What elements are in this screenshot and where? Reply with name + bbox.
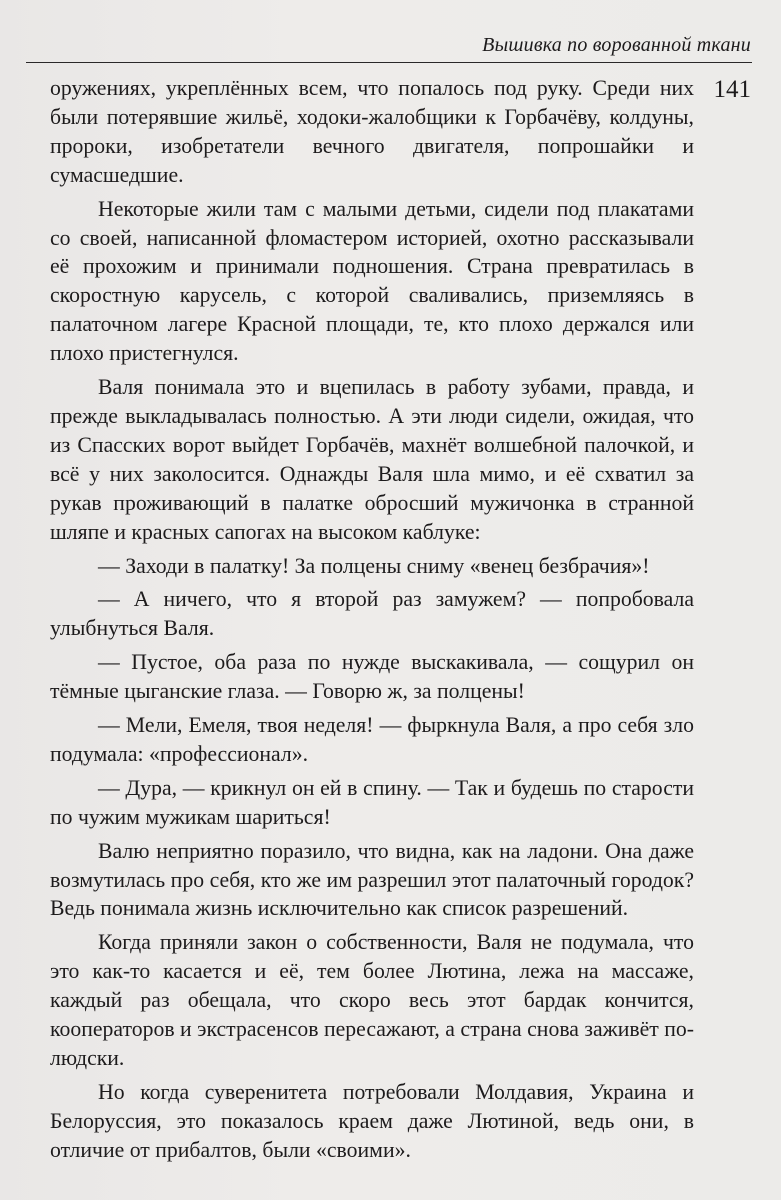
header-rule xyxy=(26,62,752,63)
dialogue-line: — А ничего, что я второй раз замужем? — попробовала улыбнуться Валя. xyxy=(50,587,694,641)
running-head: Вышивка по ворованной ткани xyxy=(482,34,751,56)
dialogue-line: — Заходи в палатку! За полцены сниму «венец безбрачия»! xyxy=(98,553,650,578)
dialogue-line: — Мели, Емеля, твоя неделя! — фыркнула Валя, а про себя зло подумала: «профессионал». xyxy=(50,713,694,766)
paragraph: Валю неприятно поразило, что видна, как на ладони. Она даже возмутилась про себя, кто же им разрешил этот палаточный городок? Ведь понимала жизнь исключительно как список разрешений. xyxy=(50,838,694,921)
paragraph: Валя понимала это и вцепилась в работу зубами, правда, и прежде выкладывалась полностью. А эти люди сидели, ожидая, что из Спасских ворот выйдет Горбачёв, махнёт волшебной палочкой, и всё у них заколосится. Однажды Валя шла мимо, и её схватил за рукав проживающий в палатке обросший мужичонка в странной шляпе и красных сапогах на высоком каблуке: xyxy=(50,375,694,544)
dialogue-line: — Пустое, оба раза по нужде выскакивала, — сощурил он тёмные цыганские глаза. — Говорю ж, за полцены! xyxy=(50,650,694,704)
paragraph: оружениях, укреплённых всем, что попалось под руку. Среди них были потерявшие жильё, ходоки-жалобщики к Горбачёву, колдуны, пророки, изобретатели вечного двигателя, попрошайки и сумасшедшие. xyxy=(50,76,694,187)
paragraph: Но когда суверенитета потребовали Молдавия, Украина и Белоруссия, это показалось краем даже Лютиной, ведь они, в отличие от прибалтов, были «своими». xyxy=(50,1079,694,1162)
paragraph: Некоторые жили там с малыми детьми, сидели под плакатами со своей, написанной фломастером историей, охотно рассказывали её прохожим и принимали подношения. Страна превратилась в скоростную карусель, с которой сваливались, приземляясь в палаточном лагере Красной площади, те, кто плохо держался или плохо пристегнулся. xyxy=(50,196,694,366)
page-number: 141 xyxy=(713,76,751,103)
dialogue-line: — Дура, — крикнул он ей в спину. — Так и будешь по старости по чужим мужикам шариться! xyxy=(50,775,694,829)
paragraph: Когда приняли закон о собственности, Валя не подумала, что это как-то касается и её, тем более Лютина, лежа на массаже, каждый раз обещала, что скоро весь этот бардак кончится, кооператоров и экстрасенсов пересажают, а страна снова заживёт по-людски. xyxy=(50,930,694,1070)
body-text xyxy=(50,74,694,1165)
